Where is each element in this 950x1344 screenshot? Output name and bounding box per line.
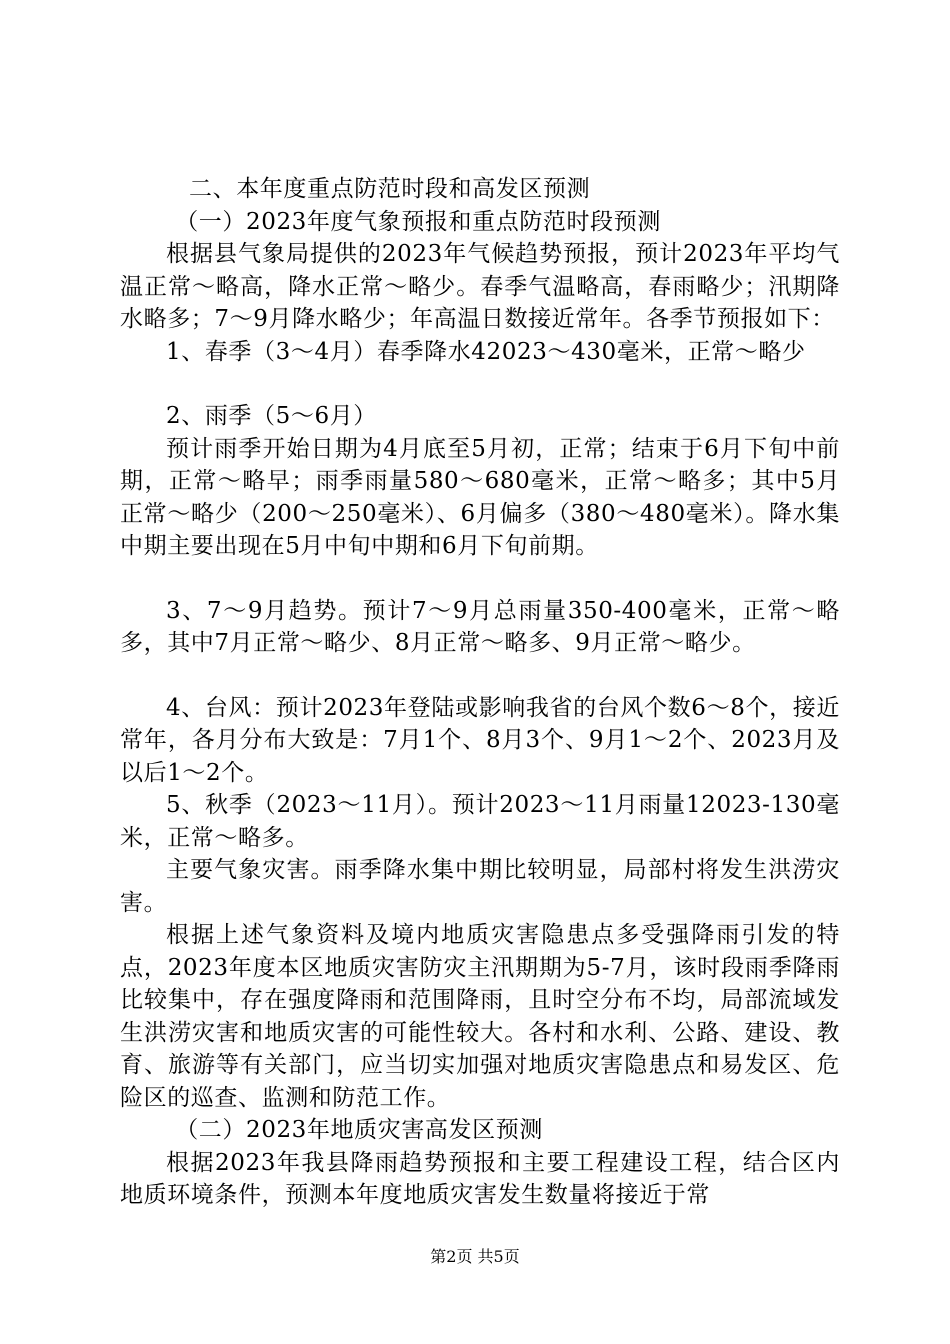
subsection-heading: （一）2023年度气象预报和重点防范时段预测 bbox=[175, 208, 661, 235]
paragraph-forecast-intro: 根据县气象局提供的2023年气候趋势预报，预计2023年平均气温正常～略高，降水正常～略少。春季气温略高，春雨略少；汛期降水略多；7～9月降水略少；年高温日数接近常年。各季节预报如下： bbox=[120, 241, 840, 332]
subsection-heading-2: （二）2023年地质灾害高发区预测 bbox=[175, 1117, 543, 1143]
page-number-footer: 第2页 共5页 bbox=[430, 1247, 520, 1266]
paragraph-rainy-season-title: 2、雨季（5～6月） bbox=[166, 403, 377, 429]
paragraph-jul-sep: 3、7～9月趋势。预计7～9月总雨量350-400毫米，正常～略多，其中7月正常～略少、8月正常～略多、9月正常～略少。 bbox=[120, 597, 840, 656]
paragraph-autumn: 5、秋季（2023～11月）。预计2023～11月雨量12023-130毫米，正常～略多。 bbox=[120, 792, 840, 851]
section-heading: 二、本年度重点防范时段和高发区预测 bbox=[189, 176, 591, 202]
paragraph-typhoon: 4、台风：预计2023年登陆或影响我省的台风个数6～8个，接近常年，各月分布大致是：7月1个、8月3个、9月1～2个、2023月及以后1～2个。 bbox=[120, 694, 840, 786]
document-body bbox=[120, 173, 840, 1212]
paragraph-key-period: 根据上述气象资料及境内地质灾害隐患点多受强降雨引发的特点，2023年度本区地质灾害防灾主汛期期为5-7月，该时段雨季降雨比较集中，存在强度降雨和范围降雨，且时空分布不均，局部流域发生洪涝灾害和地质灾害的可能性较大。各村和水利、公路、建设、教育、旅游等有关部门，应当切实加强对地质灾害隐患点和易发区、危险区的巡查、监测和防范工作。 bbox=[120, 922, 840, 1111]
paragraph-high-risk-forecast: 根据2023年我县降雨趋势预报和主要工程建设工程，结合区内地质环境条件，预测本年度地质灾害发生数量将接近于常 bbox=[120, 1149, 840, 1208]
paragraph-main-disasters: 主要气象灾害。雨季降水集中期比较明显，局部村将发生洪涝灾害。 bbox=[120, 857, 840, 916]
paragraph-spring: 1、春季（3～4月）春季降水42023～430毫米，正常～略少 bbox=[166, 338, 806, 365]
paragraph-rainy-season: 预计雨季开始日期为4月底至5月初，正常；结束于6月下旬中前期，正常～略早；雨季雨量580～680毫米，正常～略多；其中5月正常～略少（200～250毫米）、6月偏多（380～480毫米）。降水集中期主要出现在5月中旬中期和6月下旬前期。 bbox=[120, 435, 840, 559]
